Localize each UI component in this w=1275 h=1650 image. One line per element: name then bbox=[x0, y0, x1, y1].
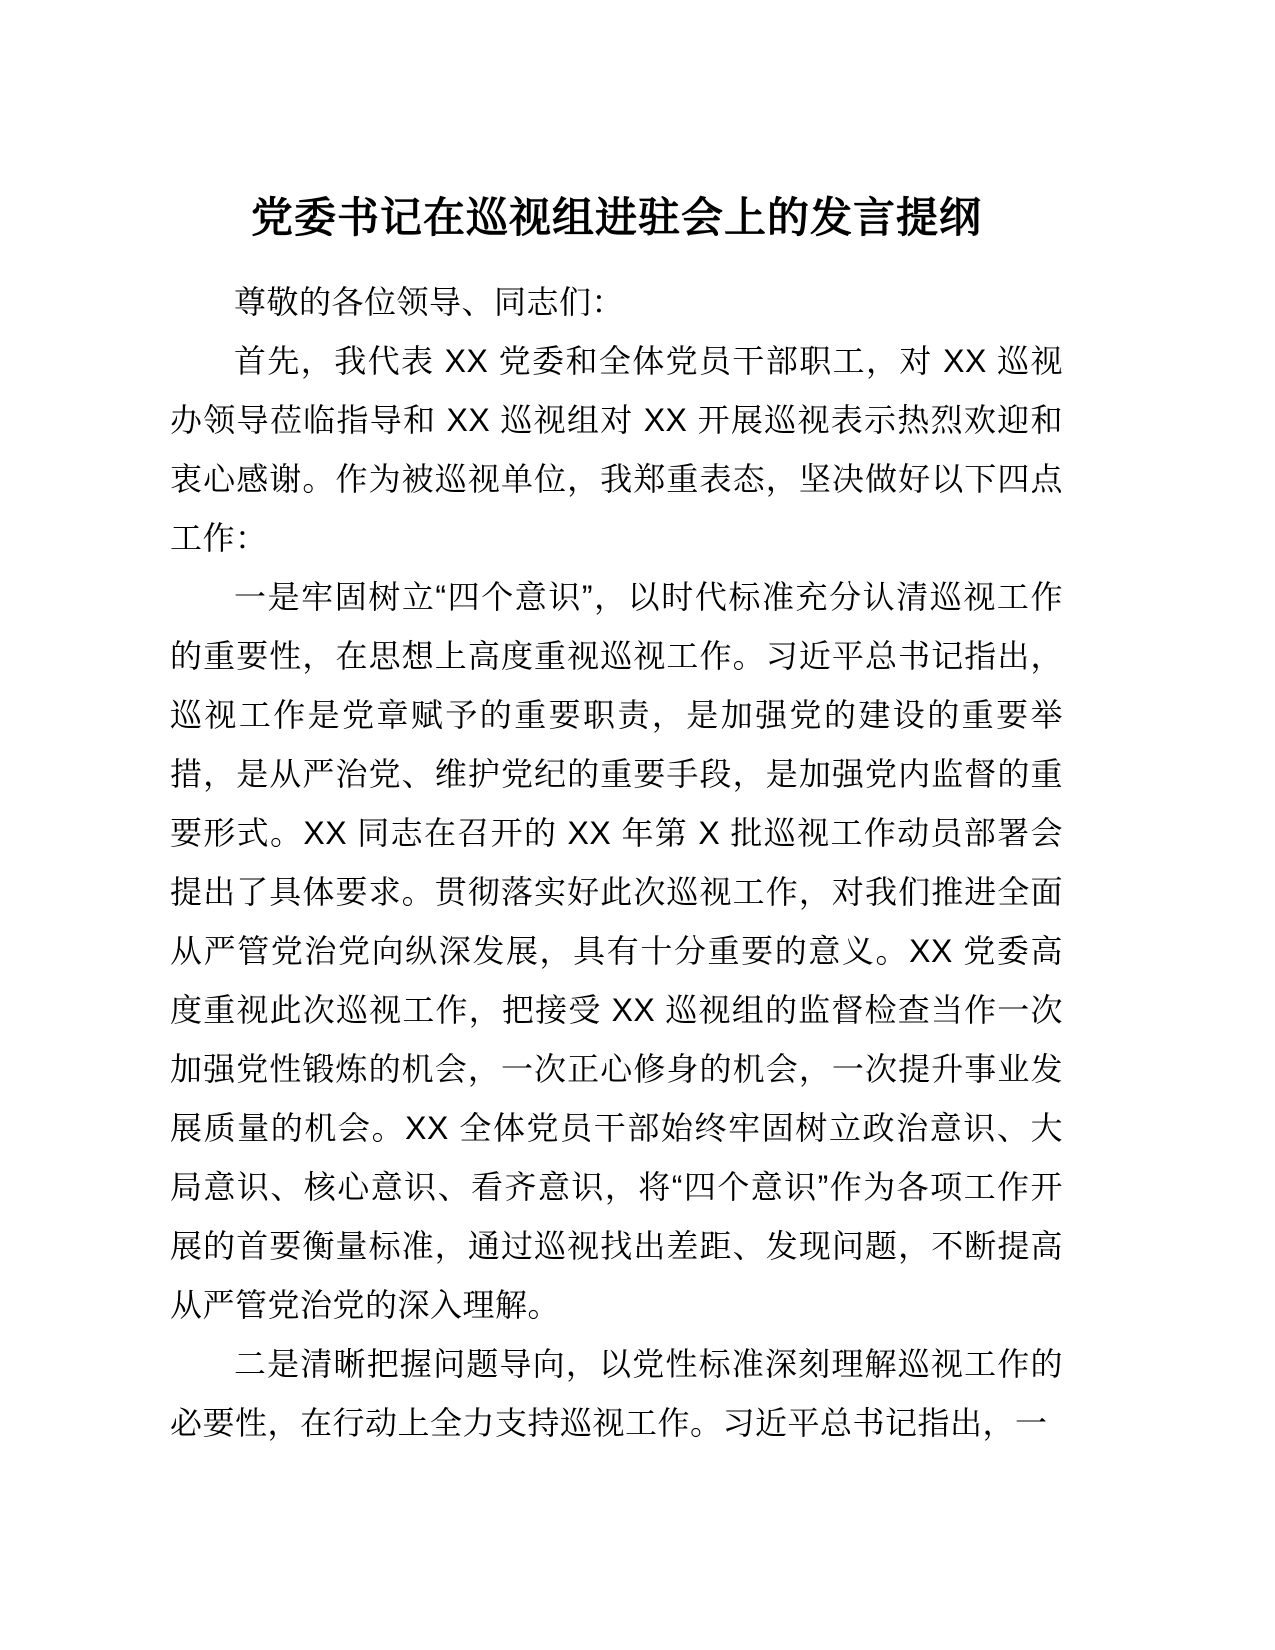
document-title: 党委书记在巡视组进驻会上的发言提纲 bbox=[250, 194, 982, 241]
point-two-paragraph: 二是清晰把握问题导向，以党性标准深刻理解巡视工作的必要性，在行动上全力支持巡视工作。习近平总书记指出，一 bbox=[170, 1345, 1063, 1441]
salutation-paragraph: 尊敬的各位领导、同志们： bbox=[234, 283, 625, 320]
intro-paragraph: 首先，我代表 XX 党委和全体党员干部职工，对 XX 巡视办领导莅临指导和 XX 巡视组对 XX 开展巡视表示热烈欢迎和衷心感谢。作为被巡视单位，我郑重表态，坚决做好以下四点工作： bbox=[170, 342, 1063, 556]
point-one-paragraph: 一是牢固树立“四个意识”，以时代标准充分认清巡视工作的重要性，在思想上高度重视巡视工作。习近平总书记指出，巡视工作是党章赋予的重要职责，是加强党的建设的重要举措，是从严治党、维护党纪的重要手段，是加强党内监督的重要形式。XX 同志在召开的 XX 年第 X 批巡视工作动员部署会提出了具体要求。贯彻落实好此次巡视工作，对我们推进全面从严管党治党向纵深发展，具有十分重要的意义。XX 党委高度重视此次巡视工作，把接受 XX 巡视组的监督检查当作一次加强党性锻炼的机会，一次正心修身的机会，一次提升事业发展质量的机会。XX 全体党员干部始终牢固树立政治意识、大局意识、核心意识、看齐意识，将“四个意识”作为各项工作开展的首要衡量标准，通过巡视找出差距、发现问题，不断提高从严管党治党的深入理解。 bbox=[170, 578, 1063, 1323]
